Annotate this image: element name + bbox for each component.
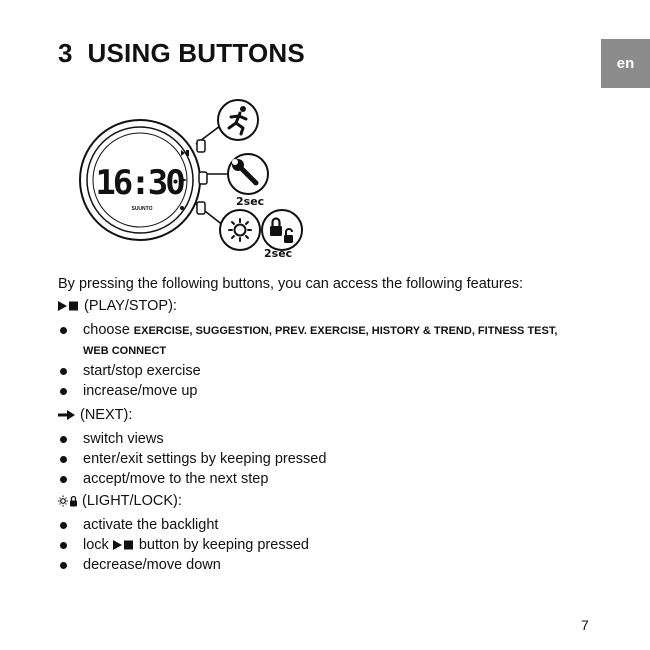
section-label: (NEXT): [80, 407, 133, 423]
runner-icon [218, 100, 258, 140]
light-lock-icon [58, 495, 78, 507]
chapter-number: 3 [58, 38, 73, 68]
section-next-heading [58, 405, 598, 425]
list-item-text: lock [83, 537, 109, 553]
menu-options: EXERCISE, SUGGESTION, PREV. EXERCISE, HISTORY & TREND, FITNESS TEST, [133, 325, 558, 337]
list-item-prefix: choose [83, 322, 130, 338]
list-item: decrease/move down [58, 555, 598, 575]
section-play-stop-heading [58, 296, 598, 316]
next-arrow-icon [58, 410, 76, 420]
play-stop-icon [113, 540, 135, 550]
watch-brand: SUUNTO [131, 206, 153, 212]
play-stop-icon [58, 301, 80, 311]
section-light-lock-heading [58, 491, 598, 511]
list-item: accept/move to the next step [58, 469, 598, 489]
wrench-icon [228, 154, 268, 194]
list-item-text: button by keeping pressed [138, 537, 309, 553]
section-label: (LIGHT/LOCK): [82, 493, 182, 509]
padlock-icon [262, 210, 302, 250]
section-label: (PLAY/STOP): [84, 298, 177, 314]
list-item: enter/exit settings by keeping pressed [58, 449, 598, 469]
page-number: 7 [581, 617, 589, 633]
list-item: start/stop exercise [58, 361, 598, 381]
button-features-text [58, 274, 598, 575]
list-item: switch views [58, 429, 598, 449]
page-title [58, 38, 305, 69]
chapter-title: USING BUTTONS [87, 38, 305, 68]
watch-illustration [78, 98, 318, 264]
intro-text: By pressing the following buttons, you can access the following features: [58, 276, 524, 292]
language-tab: en [601, 39, 650, 88]
sun-icon [220, 210, 260, 250]
list-item [58, 320, 598, 361]
list-item: increase/move up [58, 381, 598, 401]
hold-label-lock: 2sec [264, 247, 293, 260]
watch-time: 16:30 [95, 163, 183, 203]
menu-options-continued: WEB CONNECT [83, 345, 167, 357]
list-item: activate the backlight [58, 515, 598, 535]
hold-label-next: 2sec [236, 195, 265, 208]
list-item [58, 535, 598, 555]
